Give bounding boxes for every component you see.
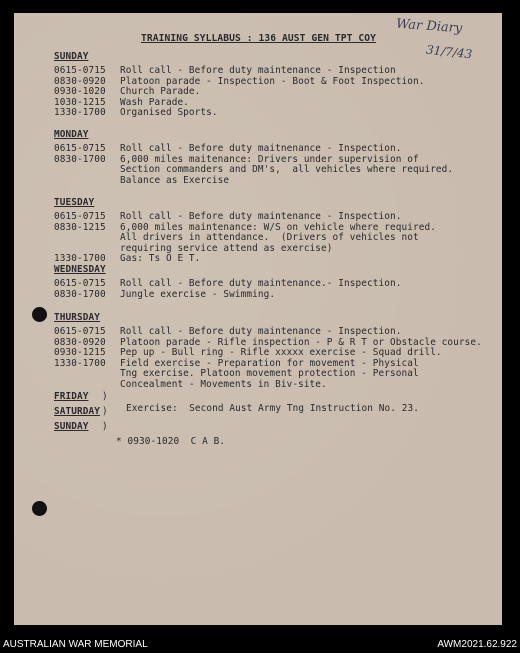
activity-text: 6,000 miles maitenance: Drivers under supervision of	[120, 153, 419, 165]
time-slot: 0615-0715	[54, 211, 106, 222]
time-slot: 0830-1700	[54, 288, 106, 300]
time-slot: 0830-1700	[54, 153, 106, 165]
activity-text: Field exercise - Preparation for movement - Physical	[120, 357, 419, 369]
activity-text: 6,000 miles maintenance: W/S on vehicle where required.	[120, 221, 436, 233]
time-slot: 1330-1700	[54, 357, 106, 369]
activity-text: Concealment - Movements in Biv-site.	[120, 379, 327, 390]
page-title: TRAINING SYLLABUS : 136 AUST GEN TPT COY	[141, 33, 377, 44]
time-slot: 0930-1020	[54, 86, 106, 98]
handwritten-note: War Diary	[395, 16, 463, 37]
footer-accession: AWM2021.62.922	[437, 639, 517, 650]
day-heading-thursday: THURSDAY	[54, 312, 100, 323]
day-heading-saturday: SATURDAY	[54, 406, 100, 417]
time-slot: 0830-1215	[54, 221, 106, 233]
activity-text: Wash Parade.	[120, 96, 189, 108]
punch-hole	[32, 307, 47, 322]
day-heading-tuesday: TUESDAY	[54, 197, 95, 208]
day-heading-monday: MONDAY	[54, 129, 89, 140]
time-slot: 1030-1215	[54, 96, 106, 108]
weekend-exercise-text: Exercise: Second Aust Army Tng Instruction No. 23.	[126, 403, 419, 414]
activity-text: Organised Sports.	[120, 107, 218, 119]
activity-text: Platoon parade - Rifle inspection - P & R T or Obstacle course.	[120, 336, 482, 348]
activity-text: Roll call - Before duty maintenance.- Inspection.	[120, 278, 402, 289]
brace-glyph: )	[102, 406, 108, 417]
cab-note: * 0930-1020 C A B.	[116, 436, 226, 447]
footer-bar	[0, 638, 520, 653]
punch-hole	[32, 501, 47, 516]
activity-text: Church Parade.	[120, 86, 201, 98]
handwritten-date: 31/7/43	[425, 42, 473, 62]
document-page	[14, 13, 502, 625]
time-slot: 0615-0715	[54, 278, 106, 289]
time-slot: 0830-0920	[54, 336, 106, 348]
time-slot: 0615-0715	[54, 326, 106, 337]
time-slot: 0615-0715	[54, 143, 106, 154]
brace-glyph: )	[102, 391, 108, 402]
activity-text: Roll call - Before duty maintenance - Inspection.	[120, 211, 402, 222]
time-slot: 0930-1215	[54, 347, 106, 359]
activity-text: Jungle exercise - Swimming.	[120, 288, 276, 300]
activity-text: Tng exercise. Platoon movement protection - Personal	[120, 368, 419, 380]
activity-text: requiring service attend as exercise)	[120, 242, 333, 254]
activity-text: Pep up - Bull ring - Rifle xxxxx exercise - Squad drill.	[120, 347, 442, 359]
time-slot: 0830-0920	[54, 75, 106, 87]
activity-text: Roll call - Before duty maintenance - Inspection	[120, 65, 396, 76]
brace-glyph: )	[102, 421, 108, 432]
time-slot: 1330-1700	[54, 107, 106, 119]
activity-text: Gas: Ts O E T.	[120, 253, 201, 265]
day-heading-wednesday: WEDNESDAY	[54, 264, 106, 275]
activity-text: Platoon parade - Inspection - Boot & Foot Inspection.	[120, 75, 425, 87]
activity-text: Section commanders and DM's, all vehicles where required.	[120, 164, 454, 176]
time-slot: 0615-0715	[54, 65, 106, 76]
activity-text: Roll call - Before duty maitnenance - Inspection.	[120, 143, 402, 154]
activity-text: Balance as Exercise	[120, 174, 230, 186]
time-slot: 1330-1700	[54, 253, 106, 265]
day-heading-sunday: SUNDAY	[54, 51, 89, 62]
activity-text: All drivers in attendance. (Drivers of vehicles not	[120, 232, 419, 244]
footer-source: AUSTRALIAN WAR MEMORIAL	[3, 639, 148, 650]
day-heading-sunday: SUNDAY	[54, 421, 89, 432]
activity-text: Roll call - Before duty maintenance - Inspection.	[120, 326, 402, 337]
day-heading-friday: FRIDAY	[54, 391, 89, 402]
